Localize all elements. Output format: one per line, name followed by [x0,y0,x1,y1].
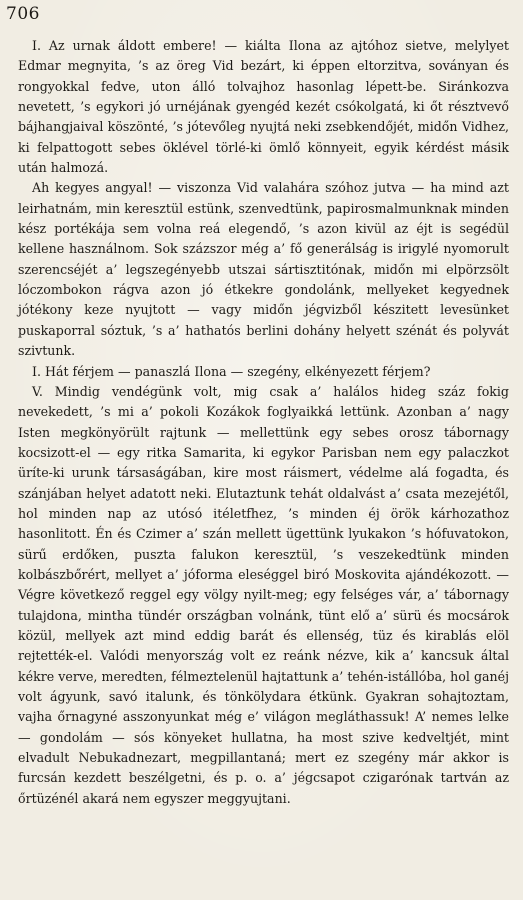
text-body [18,36,509,809]
paragraph-2: Ah kegyes angyal! — viszonza Vid valahára szóhoz jutva — ha mind azt leirhatnám, min keresztül estünk, szenvedtünk, papirosmalmunknak minden kész portékája sem volna reá elegendő, ’s azon kivül az éjt is segédül kellene használnom. Sok százszor még a’ fő generálság is irigylé nyomorult szerencséjét a’ legszegényebb utszai sártisztitónak, midőn mi elpörzsölt lóczombokon rágva azon jó étkekre gondolánk, mellyeket kegyednek jótékony keze nyujtott — vagy midőn jégvizből készitett levesünket puskaporral sóztuk, ’s a’ hathatós berlini dohány helyett szénát és polyvát szivtunk. [18,180,509,359]
paragraph-3: I. Hát férjem — panaszlá Ilona — szegény, elkényezett férjem? [32,363,431,379]
paragraph-4: V. Mindig vendégünk volt, mig csak a’ halálos hideg száz fokig nevekedett, ’s mi a’ pokoli Kozákok foglyaikká lettünk. Azonban a’ nagy Isten megkönyörült rajtunk — mellettünk egy sebes orosz tábornagy kocsizott-el — egy ritka Samarita, ki egykor Parisban nem egy palaczkot üríte-ki urunk társaságában, kire most ráismert, védelme alá fogadta, és szánjában helyet adatott neki. Elutaztunk tehát oldalvást a’ csata mezejétől, hol minden nap az utósó itéletfhez, ’s minden éj örök kárhozathoz hasonlitott. Én és Czimer a’ szán mellett ügettünk lyukakon ’s hófuvatokon, sürű erdőken, puszta falukon keresztül, ’s veszekedtünk minden kolbászbőrért, mellyet a’ jóforma eleséggel biró Moskovita ajándékozott. — Végre következő reggel egy völgy nyilt-meg; egy felséges vár, a’ tábornagy tulajdona, mintha tündér országban volnánk, tünt elő a’ sürü és mocsárok közül, mellyek azt mind eddig barát és ellenség, tüz és kirablás elöl rejtették-el. Valódi menyország volt ez reánk nézve, kik a’ kancsuk által kékre verve, meredten, félmeztelenül hajtattunk a’ tehén-istállóba, hol ganéj volt ágyunk, savó italunk, és tönkölydara étkünk. Gyakran sohajtoztam, vajha őrnagyné asszonyunkat még e’ világon megláthassuk! A’ nemes lelke — gondolám — sós könyeket hullatna, ha most szive kedveltjét, mint elvadult Nebukadnezart, megpillantaná; mert ez szegény már akkor is furcsán kezdett beszélgetni, és p. o. a’ jégcsapot czigarónak tartván az őrtüzénél akará nem egyszer meggyujtani. [18,383,509,806]
page-number: 706 [6,4,40,24]
paragraph-1: I. Az urnak áldott embere! — kiálta Ilona az ajtóhoz sietve, melylyet Edmar megnyita, ’s az öreg Vid bezárt, ki éppen eltorzitva, soványan és rongyokkal fedve, uton álló tolvajhoz hasonlag lépett-be. Siránkozva nevetett, ’s egykori jó urnéjának gyengéd kezét csókolgatá, ki őt résztvevő bájhangjaival köszönté, ’s jótevőleg nyujtá neki zsebkendőjét, midőn Vidhez, ki felpattogott sebes öklével törlé-ki ömlő könnyeit, egyik kérdést másik után halmozá. [18,38,509,176]
